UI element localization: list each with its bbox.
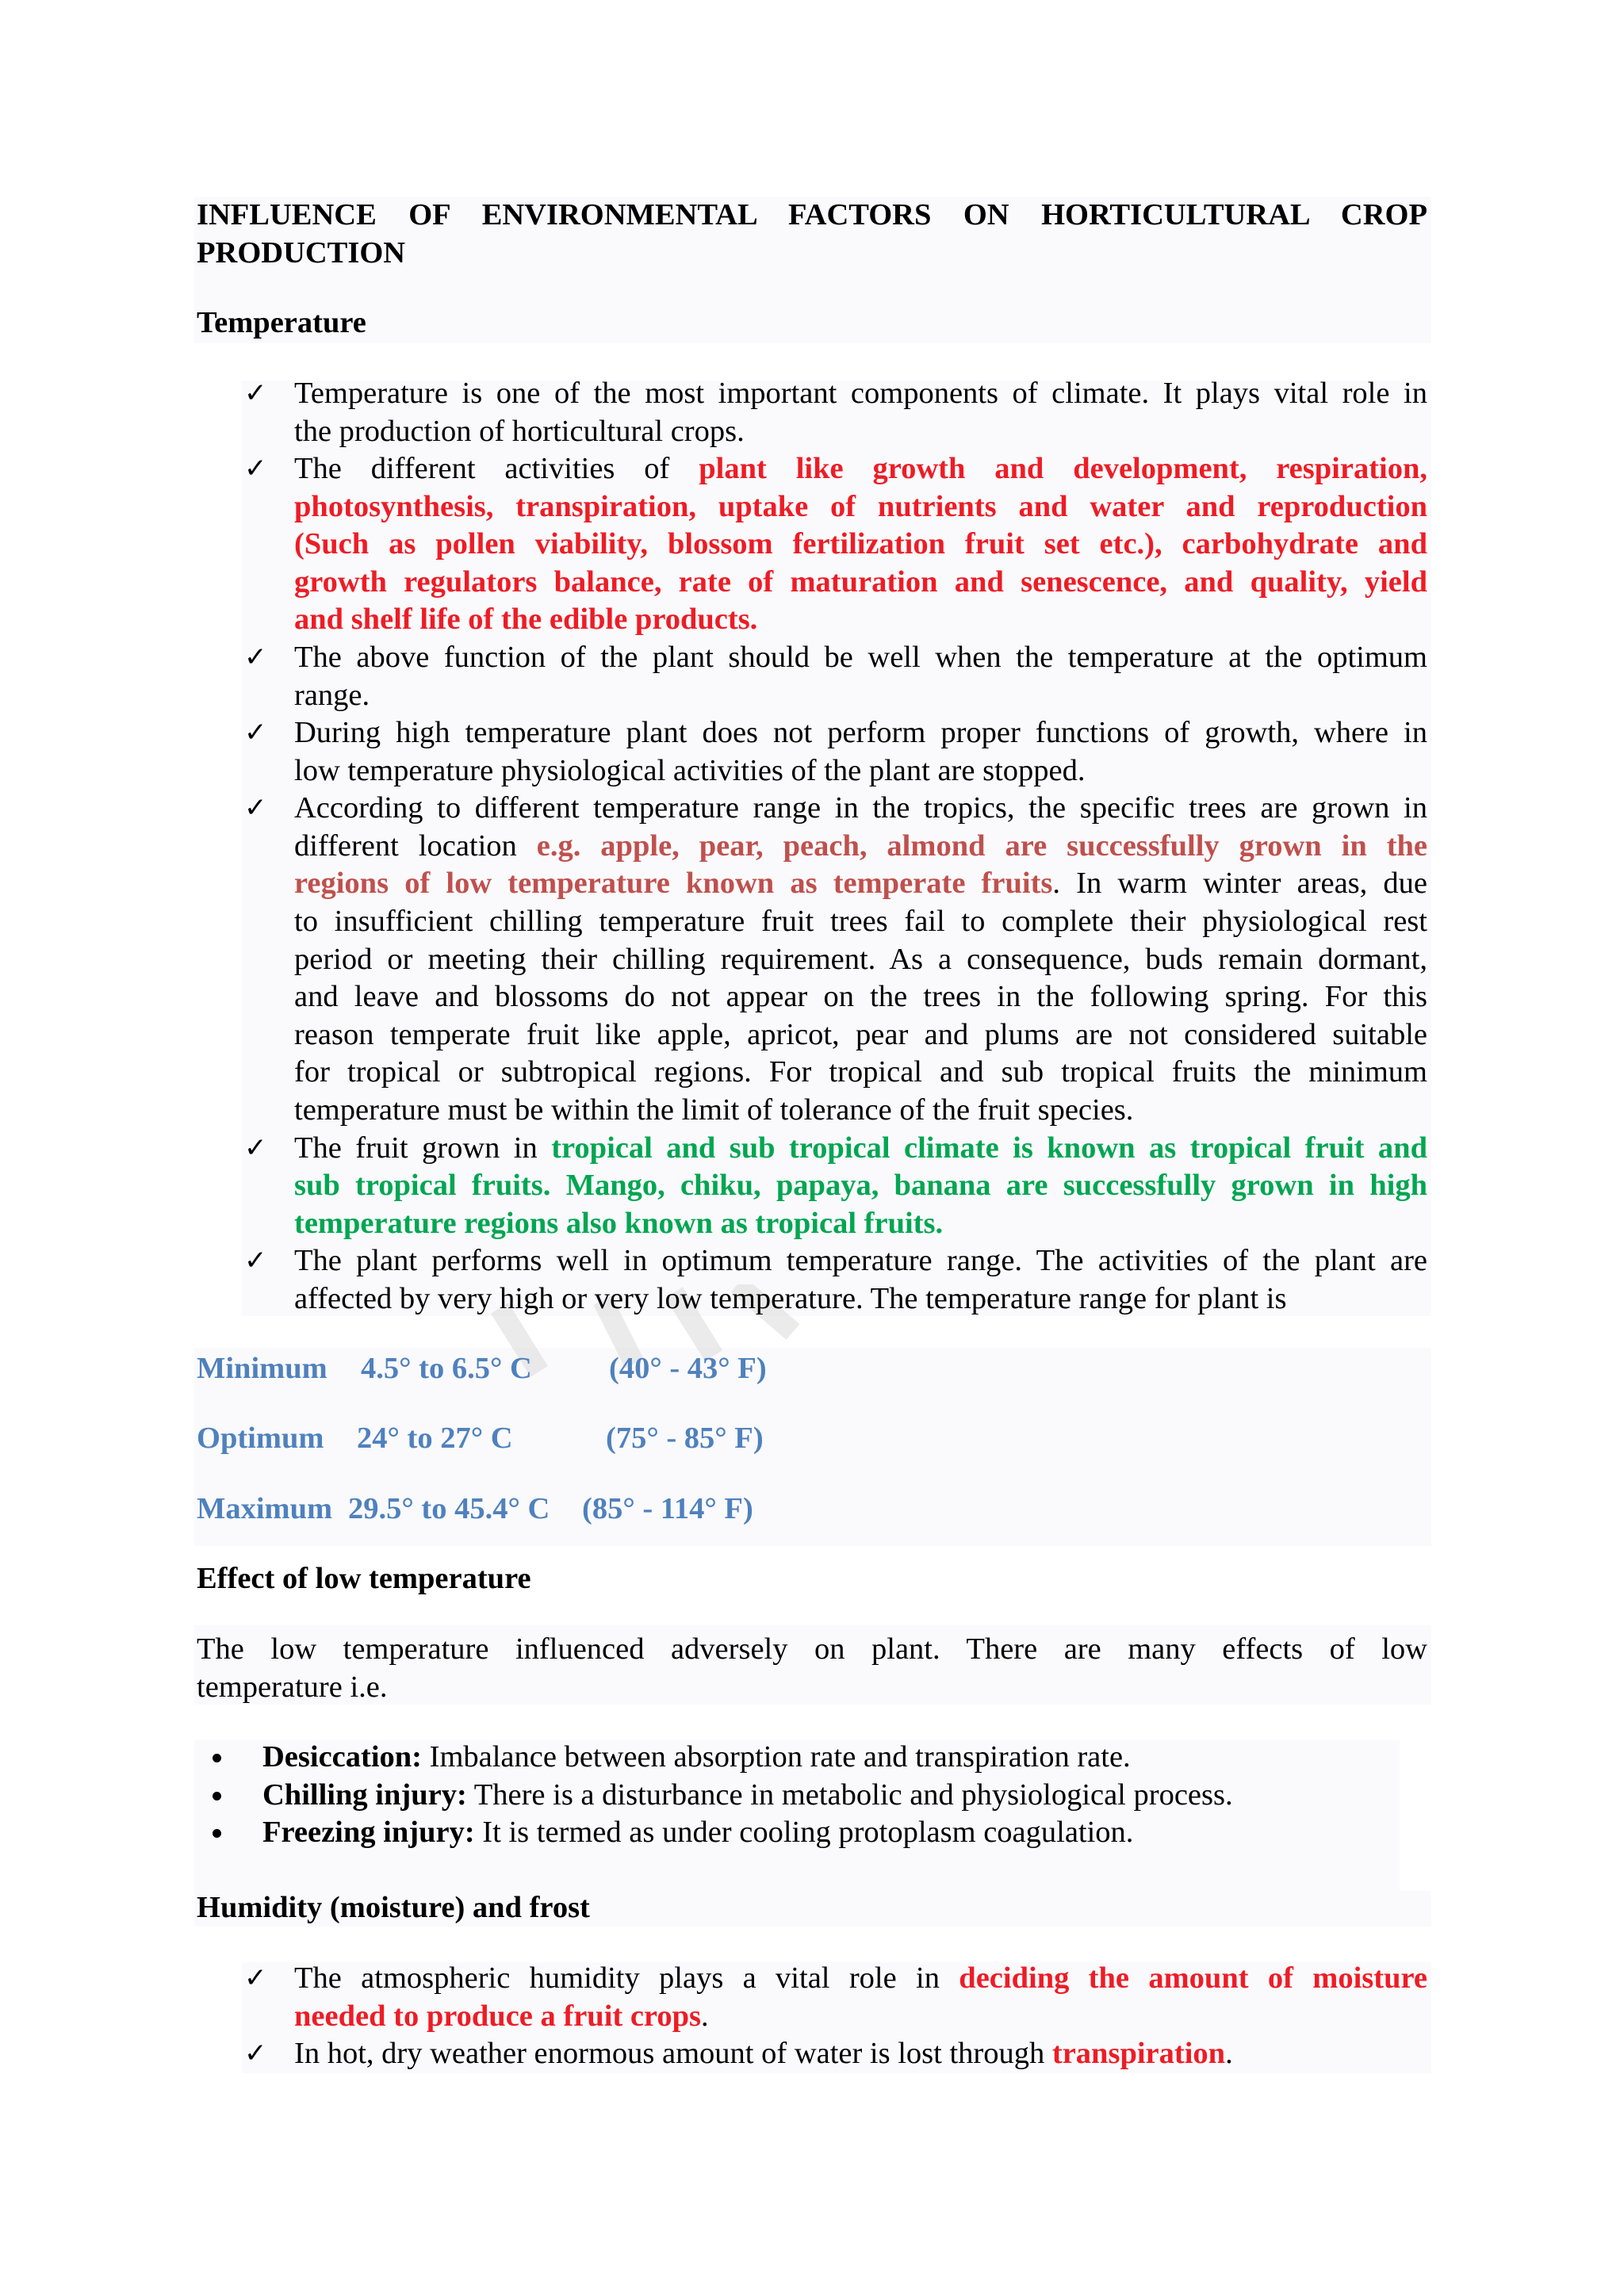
temperature-bullet-5-line-6: and leave and blossoms do not appear on the trees in the following spring. For this	[294, 980, 1427, 1013]
page-title-line-2: PRODUCTION	[197, 236, 406, 270]
page-title-line-1: INFLUENCE OF ENVIRONMENTAL FACTORS ON HORTICULTURAL CROP	[197, 198, 1427, 232]
temperature-bullet-5-line-1: According to different temperature range in the tropics, the specific trees are grown in	[294, 791, 1427, 825]
item-text: There is a disturbance in metabolic and physiological process.	[473, 1778, 1233, 1812]
section-heading-low-temperature: Effect of low temperature	[197, 1562, 531, 1595]
temperature-bullet-2-line-1	[294, 450, 1427, 488]
temperature-bullet-4-line-1: During high temperature plant does not perform proper functions of growth, where in	[294, 716, 1427, 749]
temperature-bullet-2-line-3: (Such as pollen viability, blossom fertilization fruit set etc.), carbohydrate and	[294, 527, 1427, 561]
range-fahrenheit: (75° - 85° F)	[606, 1422, 764, 1455]
range-fahrenheit: (85° - 114° F)	[582, 1492, 753, 1525]
checkmark-icon: ✓	[244, 453, 267, 484]
temperature-bullet-1-line-2: the production of horticultural crops.	[294, 415, 745, 448]
checkmark-icon: ✓	[244, 641, 267, 673]
range-row-maximum	[197, 1490, 990, 1529]
bullet-dot-icon	[213, 1792, 221, 1800]
low-temperature-item	[262, 1777, 1233, 1815]
range-fahrenheit: (40° - 43° F)	[609, 1352, 767, 1385]
section-heading-humidity: Humidity (moisture) and frost	[197, 1891, 590, 1924]
low-temperature-item	[262, 1814, 1133, 1852]
range-row-minimum	[197, 1350, 990, 1388]
highlight-text: needed to produce a fruit crops	[294, 1999, 701, 2033]
temperature-bullet-7-line-1: The plant performs well in optimum temperature range. The activities of the plant are	[294, 1244, 1427, 1277]
bullet-dot-icon	[213, 1829, 221, 1838]
item-term: Chilling injury:	[262, 1778, 467, 1812]
checkmark-icon: ✓	[244, 2038, 267, 2069]
bullet-text: different location	[294, 829, 517, 863]
temperature-bullet-5-line-7: reason temperate fruit like apple, apricot, pear and plums are not considered suitable	[294, 1018, 1427, 1051]
humidity-bullet-1-line-2	[294, 1998, 709, 2036]
temperature-bullet-6-line-1	[294, 1130, 1427, 1168]
low-temperature-intro-line-2: temperature i.e.	[197, 1670, 388, 1704]
low-temperature-item	[262, 1739, 1131, 1777]
temperature-bullet-3-line-2: range.	[294, 679, 370, 712]
bullet-dot-icon	[213, 1754, 221, 1762]
item-text: It is termed as under cooling protoplasm coagulation.	[482, 1816, 1134, 1849]
temperature-bullet-6-line-2: sub tropical fruits. Mango, chiku, papaya, banana are successfully grown in high	[294, 1169, 1427, 1202]
bullet-text: The fruit grown in	[294, 1131, 538, 1165]
bullet-text: . In warm winter areas, due	[1052, 867, 1427, 900]
checkmark-icon: ✓	[244, 1132, 267, 1164]
highlight-text: transpiration	[1051, 2037, 1226, 2070]
range-celsius: 4.5° to 6.5° C	[361, 1352, 532, 1385]
range-celsius: 29.5° to 45.4° C	[348, 1492, 550, 1525]
temperature-bullet-4-line-2: low temperature physiological activities of the plant are stopped.	[294, 754, 1086, 787]
bullet-text: The atmospheric humidity plays a vital role in	[294, 1961, 940, 1995]
highlight-text: e.g. apple, pear, peach, almond are successfully grown in the	[536, 829, 1428, 863]
item-text: Imbalance between absorption rate and transpiration rate.	[429, 1740, 1131, 1774]
temperature-bullet-5-line-5: period or meeting their chilling requirement. As a consequence, buds remain dormant,	[294, 943, 1427, 976]
bullet-text: The different activities of	[294, 452, 670, 485]
temperature-bullet-6-line-3: temperature regions also known as tropical fruits.	[294, 1207, 944, 1240]
checkmark-icon: ✓	[244, 377, 267, 409]
temperature-bullet-2-line-5: and shelf life of the edible products.	[294, 603, 758, 636]
range-label: Minimum	[197, 1352, 327, 1385]
temperature-bullet-5-line-8: for tropical or subtropical regions. For tropical and sub tropical fruits the minimum	[294, 1055, 1427, 1089]
highlight-text: regions of low temperature known as temperate fruits	[294, 867, 1053, 900]
checkmark-icon: ✓	[244, 717, 267, 748]
humidity-bullet-1-line-1	[294, 1960, 1427, 1998]
bullet-text: In hot, dry weather enormous amount of water is lost through	[294, 2037, 1045, 2070]
temperature-bullet-5-line-2	[294, 828, 1427, 866]
checkmark-icon: ✓	[244, 1962, 267, 1994]
item-term: Desiccation:	[262, 1740, 422, 1774]
temperature-bullet-2-line-2: photosynthesis, transpiration, uptake of nutrients and water and reproduction	[294, 490, 1427, 523]
humidity-bullet-2-line-1	[294, 2035, 1233, 2073]
range-label: Optimum	[197, 1422, 324, 1455]
bullet-text: .	[1225, 2037, 1233, 2070]
temperature-bullet-2-line-4: growth regulators balance, rate of maturation and senescence, and quality, yield	[294, 565, 1427, 599]
range-label: Maximum	[197, 1492, 333, 1525]
section-heading-temperature: Temperature	[197, 306, 366, 339]
temperature-bullet-5-line-4: to insufficient chilling temperature fruit trees fail to complete their physiological rest	[294, 905, 1427, 938]
range-row-optimum	[197, 1420, 990, 1458]
low-temperature-intro-line-1: The low temperature influenced adversely on plant. There are many effects of low	[197, 1632, 1427, 1666]
temperature-bullet-3-line-1: The above function of the plant should be well when the temperature at the optimum	[294, 641, 1427, 674]
highlight-text: plant like growth and development, respiration,	[699, 452, 1427, 485]
highlight-text: deciding the amount of moisture	[959, 1961, 1427, 1995]
temperature-bullet-5-line-3	[294, 865, 1427, 903]
temperature-bullet-1-line-1: Temperature is one of the most important components of climate. It plays vital role in	[294, 377, 1427, 410]
temperature-bullet-7-line-2: affected by very high or very low temperature. The temperature range for plant is	[294, 1282, 1287, 1315]
temperature-bullet-5-line-9: temperature must be within the limit of tolerance of the fruit species.	[294, 1093, 1134, 1127]
checkmark-icon: ✓	[244, 792, 267, 824]
range-celsius: 24° to 27° C	[357, 1422, 513, 1455]
highlight-text: tropical and sub tropical climate is known as tropical fruit and	[551, 1131, 1427, 1165]
bullet-text: .	[700, 1999, 709, 2033]
item-term: Freezing injury:	[262, 1816, 475, 1849]
checkmark-icon: ✓	[244, 1245, 267, 1276]
